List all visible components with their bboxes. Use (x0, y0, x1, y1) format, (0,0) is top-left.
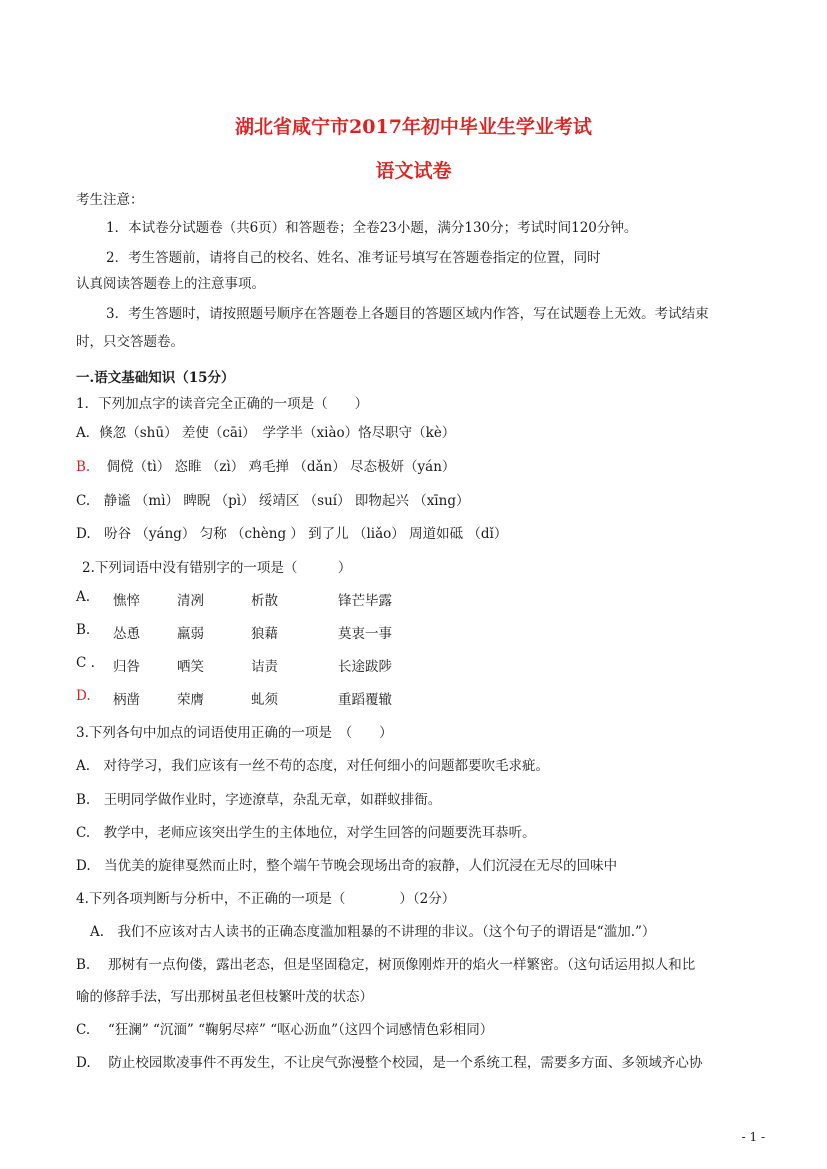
q2-word: 析散 (251, 593, 278, 609)
section-heading: 一.语文基础知识（15分） (76, 370, 235, 386)
q2-word: 虬须 (251, 692, 278, 708)
q2-word: 哂笑 (177, 659, 204, 675)
q1-stem: 1．下列加点字的读音完全正确的一项是（ ） (76, 396, 369, 412)
q4-option-c: C. “狂澜” “沉湎” “鞠躬尽瘁” “呕心沥血”（这四个词感情色彩相同） (76, 1022, 494, 1038)
q4-option-b-line2: 喻的修辞手法，写出那树虽老但枝繁叶茂的状态） (76, 989, 373, 1005)
q2-row-label: A. (76, 589, 91, 605)
notice-item-3b: 时，只交答题卷。 (76, 334, 184, 350)
q4-option-b-line1: B. 那树有一点佝偻，露出老态，但是坚固稳定，树顶像刚炸开的焰火一样繁密。（这句话运用拟人和比 (76, 957, 696, 973)
q2-word: 重蹈覆辙 (338, 692, 392, 708)
q4-option-d: D. 防止校园欺凌事件不再发生，不让戾气弥漫整个校园，是一个系统工程，需要多方面、多领域齐心协 (76, 1055, 703, 1071)
q2-word: 狼藉 (251, 626, 278, 642)
q1-option-b-letter: B. (76, 459, 91, 475)
notice-item-1: 1．本试卷分试题卷（共6页）和答题卷；全卷23小题，满分130分；考试时间120分钟。 (106, 220, 638, 236)
exam-title: 湖北省咸宁市2017年初中毕业生学业考试 (235, 116, 592, 138)
q2-row-label: B. (76, 622, 91, 638)
page-number: - 1 - (741, 1130, 765, 1144)
q2-word: 诘责 (251, 659, 278, 675)
q2-word: 莫衷一事 (338, 626, 392, 642)
q2-word: 归咎 (113, 659, 140, 675)
notice-item-3a: 3．考生答题时，请按照题号顺序在答题卷上各题目的答题区域内作答，写在试题卷上无效。考试结束 (106, 306, 709, 322)
q3-option-a: A. 对待学习，我们应该有一丝不苟的态度，对任何细小的问题都要吹毛求疵。 (76, 758, 550, 774)
notice-item-2a: 2．考生答题前，请将自己的校名、姓名、准考证号填写在答题卷指定的位置，同时 (106, 250, 601, 266)
q4-stem: 4.下列各项判断与分析中，不正确的一项是（ ）（2分） (76, 891, 456, 907)
q2-word: 长途跋陟 (338, 659, 392, 675)
q2-word: 憔悴 (113, 593, 140, 609)
q2-stem: 2.下列词语中没有错别字的一项是（ ） (82, 560, 352, 576)
q2-word: 荣膺 (177, 692, 204, 708)
q3-option-b: B. 王明同学做作业时，字迹潦草，杂乱无章，如群蚁排衙。 (76, 792, 442, 808)
q4-option-a: A. 我们不应该对古人读书的正确态度滥加粗暴的不讲理的非议。（这个句子的谓语是“滥加.”） (90, 924, 656, 940)
q3-option-d: D. 当优美的旋律戛然而止时，整个端午节晚会现场出奇的寂静，人们沉浸在无尽的回味中 (76, 858, 618, 874)
q1-option-d: D. 吩谷 （yáng） 匀称 （chèng ） 到了儿 （liǎo） 周道如砥 （dǐ） (76, 526, 508, 542)
q2-word: 柄凿 (113, 692, 140, 708)
q1-option-a: A．倏忽（shū） 差使（cāi） 学学半（xiào）恪尽职守（kè） (76, 425, 456, 441)
q2-word: 锋芒毕露 (338, 593, 392, 609)
q2-word: 怂恿 (113, 626, 140, 642)
q1-option-c: C. 静谧 （mì） 睥睨 （pì） 绥靖区 （suí） 即物起兴 （xīng） (76, 493, 470, 509)
notice-heading: 考生注意： (76, 192, 144, 208)
q1-option-b-text: 倜傥（tì） 恣睢 （zì） 鸡毛掸 （dǎn） 尽态极妍（yán） (106, 459, 456, 475)
exam-subtitle: 语文试卷 (375, 160, 452, 182)
q3-option-c: C. 教学中，老师应该突出学生的主体地位，对学生回答的问题要洗耳恭听。 (76, 825, 536, 841)
q2-row-label: D. (76, 688, 91, 704)
q2-row-label: C . (76, 655, 95, 671)
q2-word: 清冽 (177, 593, 204, 609)
notice-item-2b: 认真阅读答题卷上的注意事项。 (76, 276, 265, 292)
q2-word: 羸弱 (177, 626, 204, 642)
q1-option-b (76, 455, 455, 475)
q3-stem: 3.下列各句中加点的词语使用正确的一项是 （ ） (76, 725, 393, 741)
